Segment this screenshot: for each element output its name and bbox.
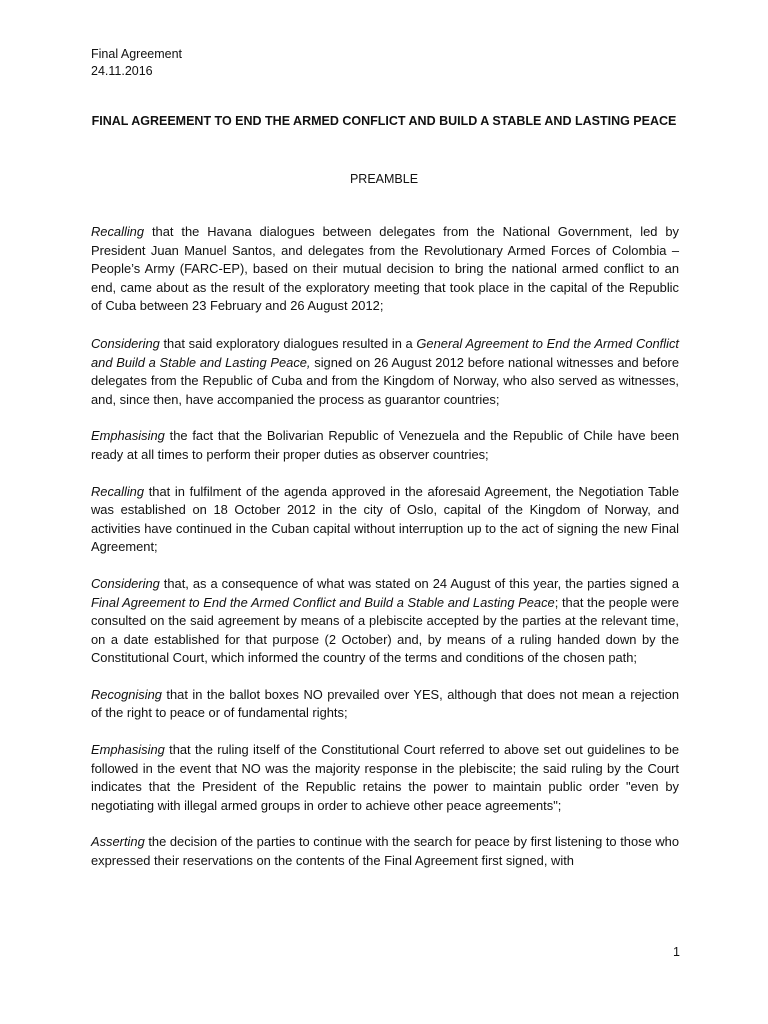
paragraph xyxy=(91,427,679,464)
section-heading: PREAMBLE xyxy=(349,172,419,186)
document-title: FINAL AGREEMENT TO END THE ARMED CONFLICT AND BUILD A STABLE AND LASTING PEACE xyxy=(91,114,677,128)
paragraph-text: the fact that the Bolivarian Republic of Venezuela and the Republic of Chile have been ready at all times to perform their proper duties as observer countries; xyxy=(91,428,679,462)
paragraph-lead: Considering xyxy=(91,335,160,351)
document-body xyxy=(91,223,679,889)
paragraph xyxy=(91,575,679,668)
paragraph-lead: Considering xyxy=(91,575,160,591)
page-number: 1 xyxy=(673,945,680,959)
paragraph xyxy=(91,483,679,557)
paragraph-lead: Emphasising xyxy=(91,742,165,758)
paragraph-italic: Final Agreement to End the Armed Conflict and Build a Stable and Lasting Peace xyxy=(91,594,555,610)
paragraph-lead: Recalling xyxy=(91,483,145,499)
paragraph-italic: General Agreement to End the Armed Conflict and Build a Stable and Lasting Peace, xyxy=(91,335,679,370)
paragraph-text: that in fulfilment of the agenda approved in the aforesaid Agreement, the Negotiation Table was established on 18 October 2012 in the city of Oslo, capital of the Kingdom of Norway, and activities have continued in the Cuban capital without interruption up to the act of signing the new Final Agreement; xyxy=(91,483,679,555)
paragraph-text: that said exploratory dialogues resulted in a xyxy=(159,335,417,351)
paragraph xyxy=(91,741,679,815)
paragraph-lead: Emphasising xyxy=(91,428,165,444)
header-date: 24.11.2016 xyxy=(91,64,153,78)
paragraph xyxy=(91,686,679,723)
paragraph-text: that, as a consequence of what was stated on 24 August of this year, the parties signed a xyxy=(159,575,679,591)
paragraph-text: that in the ballot boxes NO prevailed over YES, although that does not mean a rejection of the right to peace or of fundamental rights; xyxy=(91,686,679,721)
paragraph-text: that the Havana dialogues between delegates from the National Government, led by President Juan Manuel Santos, and delegates from the Revolutionary Armed Forces of Colombia – People’s Army (FARC-EP), based on their mutual decision to bring the national armed conflict to an end, came about as the result of the exploratory meeting that took place in the capital of the Republic of Cuba between 23 February and 26 August 2012; xyxy=(91,224,679,314)
paragraph-text: signed on 26 August 2012 before national witnesses and before delegates from the Republic of Cuba and from the Kingdom of Norway, who also served as witnesses, and, since then, have accompanied the process as guarantor countries; xyxy=(91,354,679,407)
paragraph-text: the decision of the parties to continue with the search for peace by first listening to those who expressed their reservations on the contents of the Final Agreement first signed, with xyxy=(91,834,679,869)
paragraph xyxy=(91,335,679,409)
header-title: Final Agreement xyxy=(91,47,183,61)
paragraph-text: that the ruling itself of the Constitutional Court referred to above set out guidelines to be followed in the event that NO was the majority response in the plebiscite; the said ruling by the Court indicates that the President of the Republic retains the power to maintain public order "even by negotiating with illegal armed groups in order to achieve other peace agreements"; xyxy=(91,742,679,813)
paragraph-lead: Recognising xyxy=(91,686,162,702)
paragraph xyxy=(91,223,679,316)
paragraph-lead: Asserting xyxy=(91,834,145,850)
paragraph-lead: Recalling xyxy=(91,224,145,239)
paragraph xyxy=(91,833,679,870)
document-header xyxy=(91,46,182,80)
paragraph-text: ; that the people were consulted on the said agreement by means of a plebiscite accepted by the parties at the relevant time, on a date established for that purpose (2 October) and, by means of a ruling handed down by the Constitutional Court, which informed the country of the terms and conditions of the chosen path; xyxy=(91,594,679,666)
